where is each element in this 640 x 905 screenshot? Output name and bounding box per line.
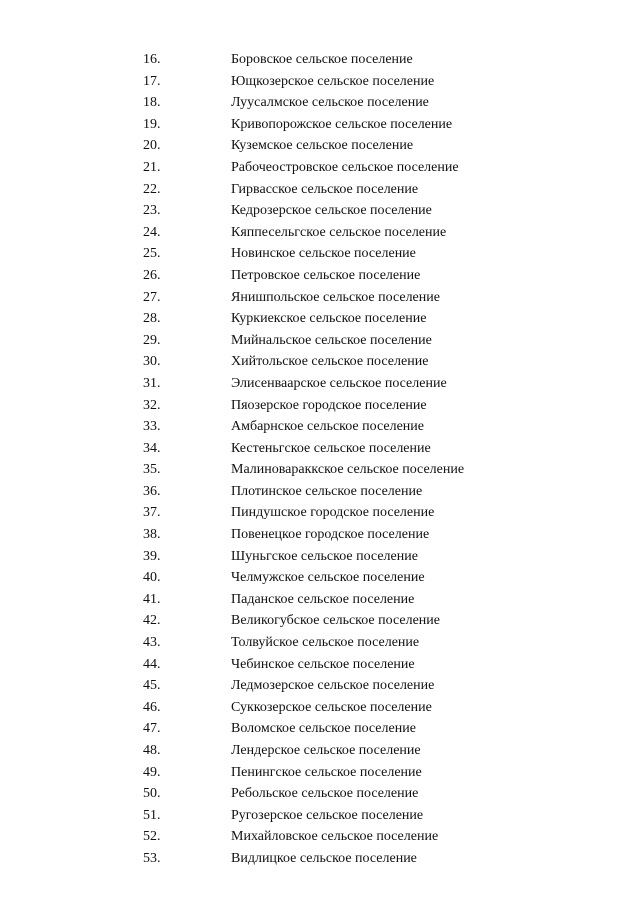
item-number: 24.: [143, 224, 161, 240]
item-number: 17.: [143, 73, 161, 89]
item-number: 43.: [143, 635, 161, 651]
settlement-list: [0, 49, 640, 870]
item-name: Куземское сельское поселение: [231, 138, 414, 154]
item-number: 19.: [143, 116, 161, 132]
list-item: [0, 265, 640, 287]
item-name: Лендерское сельское поселение: [231, 743, 421, 758]
item-name: Мийнальское сельское поселение: [231, 332, 432, 348]
list-item: [0, 546, 640, 568]
item-number: 23.: [143, 203, 161, 219]
item-name: Паданское сельское поселение: [231, 591, 415, 607]
item-number: 30.: [143, 354, 161, 370]
list-item: [0, 157, 640, 179]
list-item: [0, 697, 640, 719]
list-item: [0, 502, 640, 524]
item-name: Воломское сельское поселение: [231, 721, 416, 737]
item-name: Великогубское сельское поселение: [231, 613, 440, 629]
item-name: Кяппесельгское сельское поселение: [231, 224, 447, 240]
item-name: Кедрозерское сельское поселение: [231, 203, 432, 219]
list-item: [0, 179, 640, 201]
item-number: 33.: [143, 419, 161, 435]
item-number: 40.: [143, 570, 161, 586]
item-number: 44.: [143, 656, 161, 672]
item-number: 38.: [143, 527, 161, 543]
item-number: 34.: [143, 440, 161, 456]
list-item: [0, 114, 640, 136]
list-item: [0, 632, 640, 654]
list-item: [0, 805, 640, 827]
item-name: Янишпольское сельское поселение: [231, 289, 440, 305]
item-name: Малиновараккское сельское поселение: [231, 462, 465, 478]
item-name: Гирвасское сельское поселение: [231, 181, 419, 197]
item-number: 16.: [143, 52, 161, 67]
list-item: [0, 481, 640, 503]
item-number: 18.: [143, 95, 161, 111]
list-item: [0, 762, 640, 784]
item-number: 46.: [143, 699, 161, 715]
list-item: [0, 438, 640, 460]
item-name: Новинское сельское поселение: [231, 246, 416, 262]
list-item: [0, 351, 640, 373]
list-item: [0, 848, 640, 870]
item-name: Амбарнское сельское поселение: [231, 419, 424, 435]
item-name: Ющкозерское сельское поселение: [231, 73, 435, 89]
item-number: 28.: [143, 311, 161, 327]
list-item: [0, 92, 640, 114]
item-number: 21.: [143, 159, 161, 175]
item-name: Суккозерское сельское поселение: [231, 699, 432, 715]
item-name: Пенингское сельское поселение: [231, 764, 422, 780]
item-number: 37.: [143, 505, 161, 521]
list-item: [0, 135, 640, 157]
item-number: 27.: [143, 289, 161, 305]
list-item: [0, 308, 640, 330]
item-number: 36.: [143, 483, 161, 499]
item-number: 53.: [143, 850, 161, 866]
item-name: Плотинское сельское поселение: [231, 483, 423, 499]
item-number: 20.: [143, 138, 161, 154]
list-item: [0, 589, 640, 611]
list-item: [0, 243, 640, 265]
item-name: Рабочеостровское сельское поселение: [231, 159, 459, 175]
item-number: 25.: [143, 246, 161, 262]
item-number: 31.: [143, 375, 161, 391]
item-number: 49.: [143, 764, 161, 780]
list-item: [0, 718, 640, 740]
item-name: Куркиекское сельское поселение: [231, 311, 427, 327]
list-item: [0, 287, 640, 309]
item-name: Элисенваарское сельское поселение: [231, 375, 447, 391]
list-item: [0, 71, 640, 93]
item-name: Видлицкое сельское поселение: [231, 850, 417, 866]
list-item: [0, 826, 640, 848]
item-number: 51.: [143, 807, 161, 823]
item-number: 35.: [143, 462, 161, 478]
list-item: [0, 524, 640, 546]
item-number: 45.: [143, 678, 161, 694]
list-item: [0, 416, 640, 438]
item-name: Пиндушское городское поселение: [231, 505, 435, 521]
item-number: 42.: [143, 613, 161, 629]
list-item: [0, 330, 640, 352]
item-number: 32.: [143, 397, 161, 413]
list-item: [0, 567, 640, 589]
list-item: [0, 740, 640, 762]
item-name: Повенецкое городское поселение: [231, 527, 430, 543]
item-name: Кривопорожское сельское поселение: [231, 116, 453, 132]
list-item: [0, 459, 640, 481]
item-number: 39.: [143, 548, 161, 564]
list-item: [0, 675, 640, 697]
item-name: Михайловское сельское поселение: [231, 829, 439, 845]
item-name: Кестеньгское сельское поселение: [231, 440, 431, 456]
item-name: Хийтольское сельское поселение: [231, 354, 429, 370]
list-item: [0, 222, 640, 244]
list-item: [0, 200, 640, 222]
item-number: 29.: [143, 332, 161, 348]
list-item: [0, 373, 640, 395]
item-name: Ребольское сельское поселение: [231, 786, 419, 802]
list-item: [0, 610, 640, 632]
item-number: 41.: [143, 591, 161, 607]
item-number: 26.: [143, 267, 161, 283]
item-number: 50.: [143, 786, 161, 802]
item-number: 52.: [143, 829, 161, 845]
item-name: Челмужское сельское поселение: [231, 570, 425, 586]
item-name: Петровское сельское поселение: [231, 267, 421, 283]
item-number: 22.: [143, 181, 161, 197]
list-item: [0, 783, 640, 805]
list-item: [0, 395, 640, 417]
item-number: 47.: [143, 721, 161, 737]
item-number: 48.: [143, 743, 161, 758]
list-item: [0, 49, 640, 71]
item-name: Шуньгское сельское поселение: [231, 548, 418, 564]
item-name: Боровское сельское поселение: [231, 52, 413, 67]
item-name: Ледмозерское сельское поселение: [231, 678, 435, 694]
list-item: [0, 654, 640, 676]
item-name: Луусалмское сельское поселение: [231, 95, 429, 111]
item-name: Толвуйское сельское поселение: [231, 635, 420, 651]
item-name: Ругозерское сельское поселение: [231, 807, 424, 823]
item-name: Чебинское сельское поселение: [231, 656, 415, 672]
item-name: Пяозерское городское поселение: [231, 397, 427, 413]
